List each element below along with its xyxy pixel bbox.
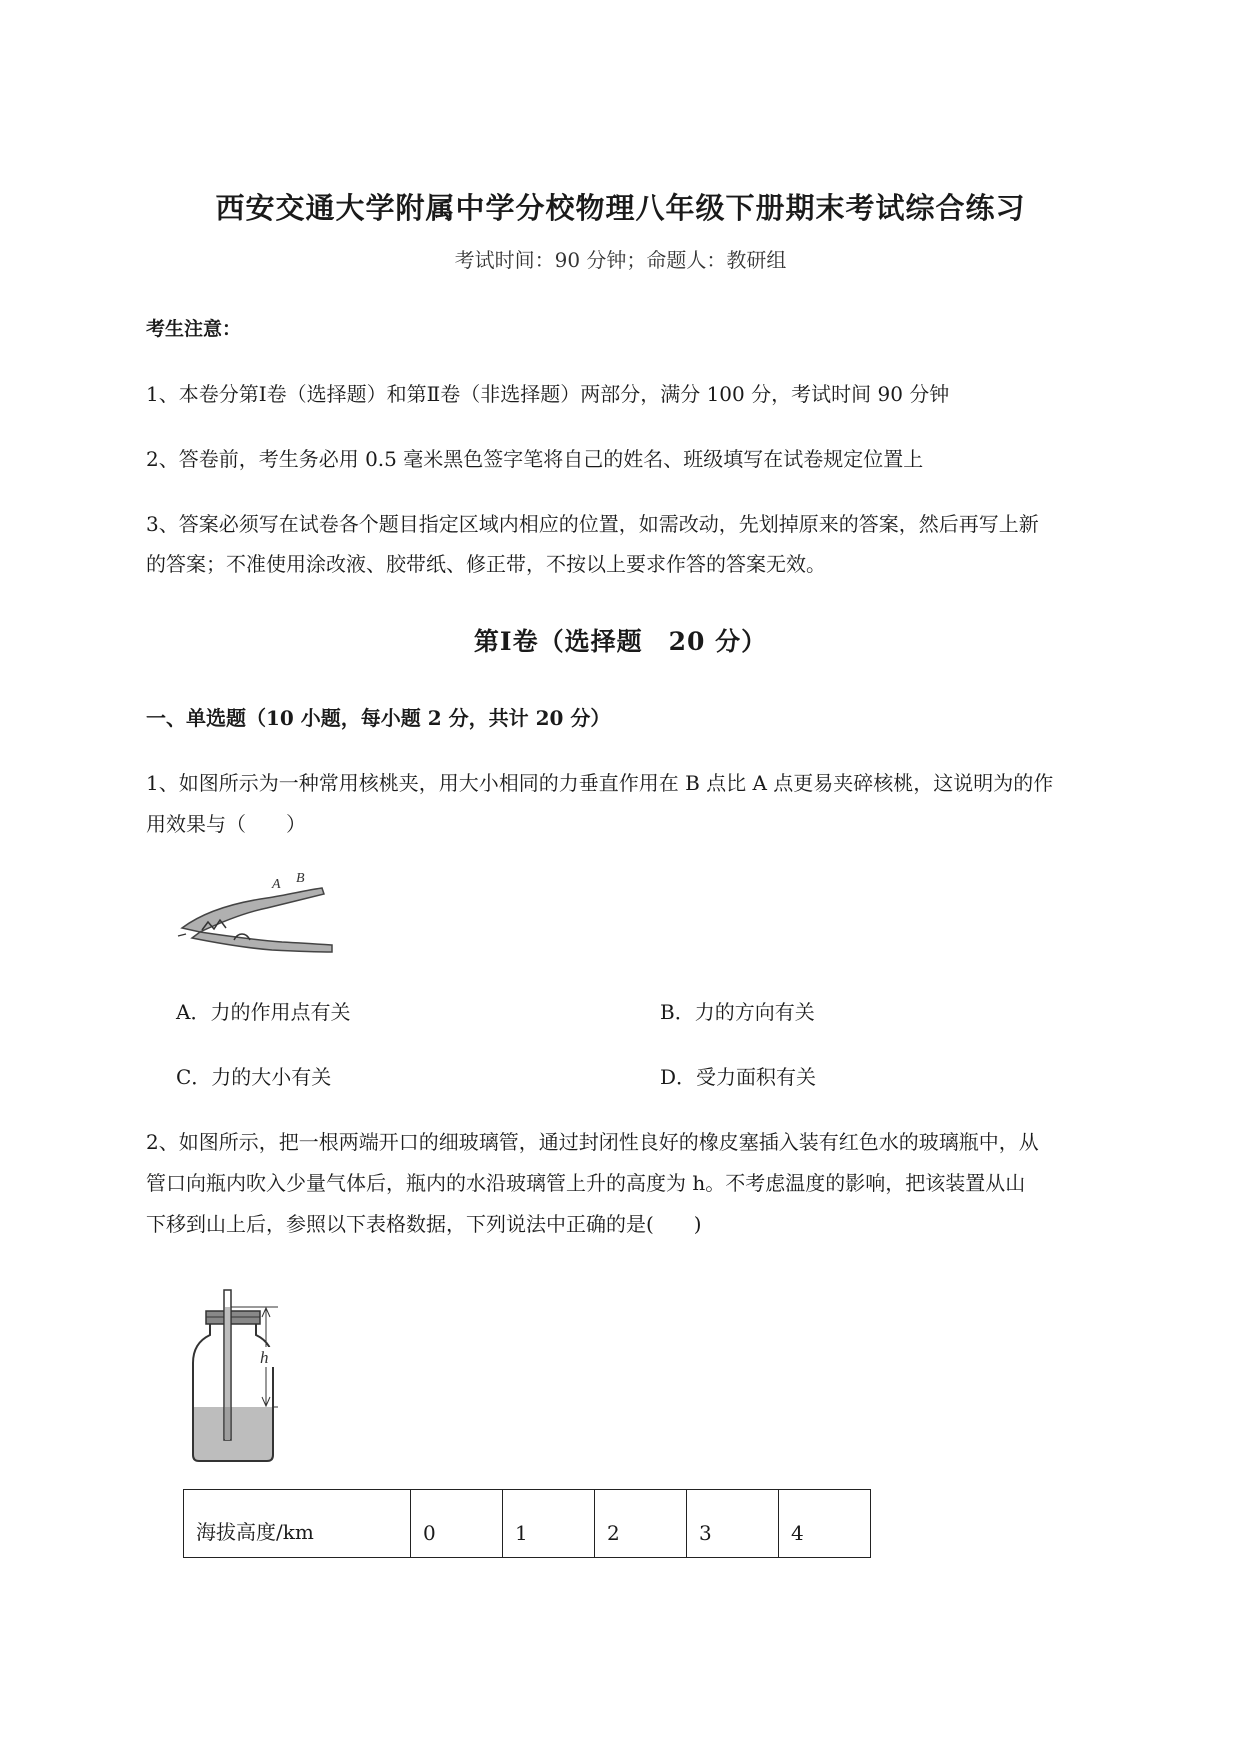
q1-option-d[interactable]: D．受力面积有关: [660, 1065, 817, 1089]
table-cell: 2: [595, 1490, 687, 1558]
notice-item-3: 3、答案必须写在试卷各个题目指定区域内相应的位置，如需改动，先划掉原来的答案，然后再写上新: [146, 512, 1039, 536]
section-title: 第Ⅰ卷（选择题 20 分）: [473, 627, 768, 656]
q2-line-1: 2、如图所示，把一根两端开口的细玻璃管，通过封闭性良好的橡皮塞插入装有红色水的玻璃瓶中，从: [146, 1130, 1039, 1154]
nutcracker-label-b: B: [296, 871, 305, 886]
q1-option-a[interactable]: A．力的作用点有关: [176, 1000, 351, 1024]
bottle-label-h: h: [260, 1348, 269, 1367]
q2-line-2: 管口向瓶内吹入少量气体后，瓶内的水沿玻璃管上升的高度为 h。不考虑温度的影响，把该装置从山: [146, 1171, 1026, 1195]
part-heading: 一、单选题（10 小题，每小题 2 分，共计 20 分）: [146, 706, 611, 730]
altitude-table: [183, 1489, 871, 1558]
exam-subtitle: 考试时间：90 分钟；命题人：教研组: [454, 248, 787, 272]
table-header-cell: 海拔高度/km: [184, 1490, 411, 1558]
nutcracker-label-a: A: [272, 877, 281, 892]
notice-item-3-cont: 的答案；不准使用涂改液、胶带纸、修正带，不按以上要求作答的答案无效。: [146, 552, 826, 576]
table-cell: 3: [687, 1490, 779, 1558]
table-cell: 0: [411, 1490, 503, 1558]
q1-option-c[interactable]: C．力的大小有关: [176, 1065, 332, 1089]
q1-option-b[interactable]: B．力的方向有关: [660, 1000, 815, 1024]
exam-title: 西安交通大学附属中学分校物理八年级下册期末考试综合练习: [215, 191, 1026, 225]
notice-item-1: 1、本卷分第Ⅰ卷（选择题）和第Ⅱ卷（非选择题）两部分，满分 100 分，考试时间 90 分钟: [146, 382, 950, 406]
q1-line-1: 1、如图所示为一种常用核桃夹，用大小相同的力垂直作用在 B 点比 A 点更易夹碎核桃，这说明为的作: [146, 771, 1054, 795]
nutcracker-figure: [172, 858, 342, 958]
notice-heading: 考生注意：: [146, 318, 242, 340]
q1-line-2: 用效果与（ ）: [146, 812, 306, 836]
q2-line-3: 下移到山上后，参照以下表格数据，下列说法中正确的是( ): [146, 1212, 702, 1236]
table-cell: 4: [779, 1490, 871, 1558]
table-row: [184, 1490, 871, 1558]
bottle-figure: [180, 1285, 320, 1465]
notice-item-2: 2、答卷前，考生务必用 0.5 毫米黑色签字笔将自己的姓名、班级填写在试卷规定位置上: [146, 447, 924, 471]
table-cell: 1: [503, 1490, 595, 1558]
